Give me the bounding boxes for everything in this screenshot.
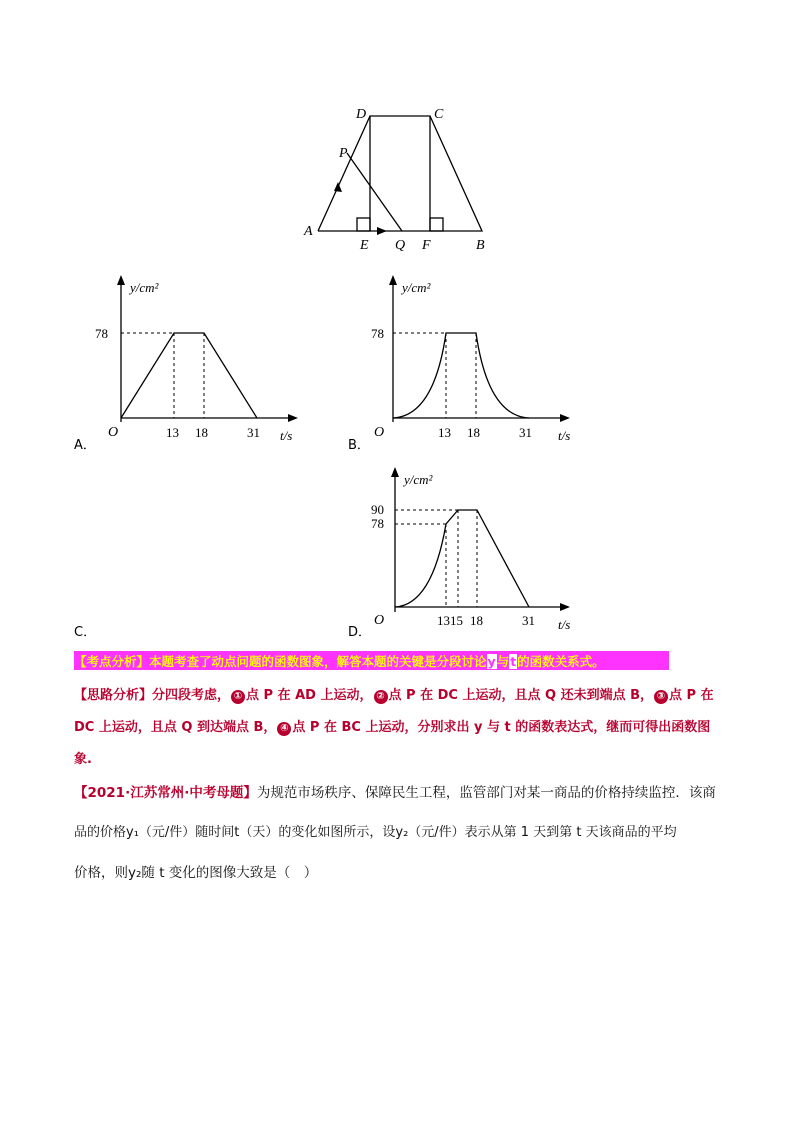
right-angle-f bbox=[430, 218, 443, 231]
y-tick-78: 78 bbox=[371, 326, 384, 341]
x-tick-31: 31 bbox=[522, 613, 535, 628]
y-tick-90: 90 bbox=[371, 502, 384, 517]
question-line-3: 价格，则y₂随 t 变化的图像大致是（ ） bbox=[74, 865, 318, 881]
x-tick-1315: 1315 bbox=[437, 613, 463, 628]
series-curve bbox=[395, 510, 529, 607]
kaodian-text: 【考点分析】本题考查了动点问题的函数图象，解答本题的关键是分段讨论y与t的函数关系式。 bbox=[74, 654, 605, 669]
x-tick-31: 31 bbox=[519, 425, 532, 440]
x-tick-18: 18 bbox=[470, 613, 483, 628]
x-arrow bbox=[560, 603, 570, 611]
silu-line-3: 象. bbox=[74, 752, 92, 767]
x-tick-18: 18 bbox=[195, 425, 208, 440]
graph-d bbox=[362, 462, 582, 637]
option-b: B． bbox=[348, 438, 370, 453]
series-line bbox=[121, 333, 257, 418]
label-c: C bbox=[434, 107, 444, 122]
trapezoid-outline bbox=[318, 116, 482, 231]
series-curve bbox=[393, 333, 529, 418]
question-line-1: 【2021·江苏常州·中考母题】为规范市场秩序、保障民生工程，监管部门对某一商品的价格持续监控．该商 bbox=[74, 785, 716, 801]
x-tick-31: 31 bbox=[247, 425, 260, 440]
x-tick-13: 13 bbox=[166, 425, 179, 440]
label-d: D bbox=[356, 107, 367, 122]
label-p: P bbox=[339, 146, 348, 161]
x-label: t/s bbox=[558, 617, 571, 632]
arrow-ad bbox=[334, 182, 342, 192]
option-a: A． bbox=[74, 438, 96, 453]
arrow-ab bbox=[377, 227, 387, 235]
option-d: D． bbox=[348, 625, 372, 640]
y-arrow bbox=[391, 467, 399, 477]
y-label: y/cm² bbox=[404, 472, 433, 487]
y-label: y/cm² bbox=[130, 280, 159, 295]
option-c: C． bbox=[74, 625, 97, 640]
label-b: B bbox=[476, 238, 485, 253]
silu-line-2: DC 上运动，且点 Q 到达端点 B， ④ 点 P 在 BC 上运动，分别求出 y 与 t 的函数表达式，继而可得出函数图 bbox=[74, 720, 711, 735]
origin-label: O bbox=[374, 613, 385, 628]
label-a: A bbox=[304, 224, 313, 239]
x-tick-18: 18 bbox=[467, 425, 480, 440]
x-arrow bbox=[560, 414, 570, 422]
y-arrow bbox=[117, 275, 125, 285]
x-arrow bbox=[288, 414, 298, 422]
trapezoid-figure bbox=[300, 100, 500, 260]
x-label: t/s bbox=[558, 428, 571, 443]
y-tick-78: 78 bbox=[95, 326, 108, 341]
y-arrow bbox=[389, 275, 397, 285]
origin-label: O bbox=[108, 425, 119, 440]
x-tick-13: 13 bbox=[438, 425, 451, 440]
segment-pq bbox=[347, 153, 402, 231]
silu-line-1: 【思路分析】分四段考虑， ① 点 P 在 AD 上运动， ② 点 P 在 DC 上运动，且点 Q 还未到端点 B， ③ 点 P 在 bbox=[74, 688, 714, 703]
right-angle-e bbox=[357, 218, 370, 231]
y-label: y/cm² bbox=[402, 280, 431, 295]
question-line-2: 品的价格y₁（元/件）随时间t（天）的变化如图所示，设y₂（元/件）表示从第 1 天到第 t 天该商品的平均 bbox=[74, 825, 677, 840]
label-q: Q bbox=[395, 238, 406, 253]
y-tick-78: 78 bbox=[371, 516, 384, 531]
x-label: t/s bbox=[280, 428, 293, 443]
graph-a bbox=[90, 270, 310, 445]
graph-b bbox=[362, 270, 582, 445]
origin-label: O bbox=[374, 425, 385, 440]
label-f: F bbox=[422, 238, 431, 253]
label-e: E bbox=[360, 238, 369, 253]
